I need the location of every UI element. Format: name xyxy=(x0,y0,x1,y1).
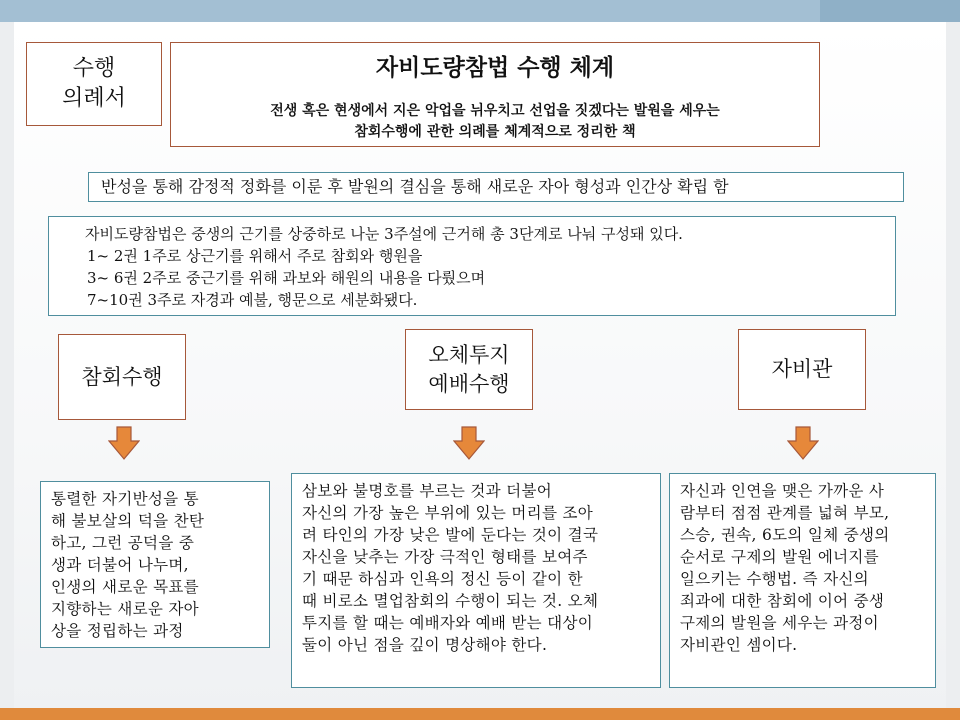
label-box xyxy=(26,42,162,126)
structure-item: 7~10권 3주로 자경과 예불, 행문으로 세분화됐다. xyxy=(87,291,418,309)
title-description xyxy=(171,101,819,143)
body-line: 일으키는 수행법. 즉 자신의 xyxy=(680,570,869,588)
title-desc-line: 전생 혹은 현생에서 지은 악업을 뉘우치고 선업을 짓겠다는 발원을 세우는 xyxy=(270,103,720,119)
structure-item: 1~ 2권 1주로 상근기를 위해서 주로 참회와 행원을 xyxy=(87,247,423,265)
practice-head-line: 오체투지 xyxy=(428,342,510,367)
body-line: 죄과에 대한 참회에 이어 중생 xyxy=(680,592,885,610)
body-line: 자신과 인연을 맺은 가까운 사 xyxy=(680,482,885,500)
practice-head-line: 예배수행 xyxy=(428,371,510,396)
top-accent-bar xyxy=(0,0,960,22)
body-line: 인생의 새로운 목표를 xyxy=(51,578,199,596)
practice-body-repentance xyxy=(40,481,270,648)
body-line: 자신을 낮추는 가장 극적인 형태를 보여주 xyxy=(302,548,588,566)
practice-body-compassion xyxy=(669,473,936,688)
body-line: 통렬한 자기반성을 통 xyxy=(51,490,199,508)
body-line: 스승, 권속, 6도의 일체 중생의 xyxy=(680,526,890,544)
down-arrow-icon xyxy=(453,426,485,460)
practice-head-repentance xyxy=(58,334,186,420)
label-line: 수행 xyxy=(72,56,116,81)
body-line: 구제의 발원을 세우는 과정이 xyxy=(680,614,879,632)
body-line: 때 비로소 멸업참회의 수행이 되는 것. 오체 xyxy=(302,592,599,610)
title-desc-line: 참회수행에 관한 의례를 체계적으로 정리한 책 xyxy=(354,124,636,140)
top-accent-block xyxy=(820,0,960,22)
body-line: 자신의 가장 높은 부위에 있는 머리를 조아 xyxy=(302,504,594,522)
structure-intro: 자비도량참법은 중생의 근기를 상중하로 나눈 3주설에 근거해 총 3단계로 나눠 구성돼 있다. xyxy=(85,225,683,243)
body-line: 람부터 점점 관계를 넓혀 부모, xyxy=(680,504,890,522)
body-line: 기 때문 하심과 인욕의 정신 등이 같이 한 xyxy=(302,570,583,588)
practice-head-compassion xyxy=(738,329,866,410)
structure-item: 3~ 6권 2주로 중근기를 위해 과보와 해원의 내용을 다뤘으며 xyxy=(87,269,486,287)
practice-head-line: 자비관 xyxy=(771,357,833,381)
title-box xyxy=(170,42,820,147)
body-line: 려 타인의 가장 낮은 발에 둔다는 것이 결국 xyxy=(302,526,599,544)
practice-head-line: 참회수행 xyxy=(81,364,163,389)
summary-box xyxy=(88,172,904,202)
body-line: 하고, 그런 공덕을 중 xyxy=(51,534,195,552)
body-line: 해 불보살의 덕을 찬탄 xyxy=(51,512,205,530)
practice-body-prostration xyxy=(291,473,661,688)
down-arrow-icon xyxy=(787,426,819,460)
body-line: 순서로 구제의 발원 에너지를 xyxy=(680,548,879,566)
body-line: 둘이 아닌 점을 깊이 명상해야 한다. xyxy=(302,636,548,654)
structure-box xyxy=(48,216,896,316)
body-line: 자비관인 셈이다. xyxy=(680,636,798,654)
body-line: 상을 정립하는 과정 xyxy=(51,622,184,640)
page-title: 자비도량참법 수행 체계 xyxy=(375,54,615,81)
body-line: 투지를 할 때는 예배자와 예배 받는 대상이 xyxy=(302,614,594,632)
down-arrow-icon xyxy=(108,426,140,460)
body-line: 생과 더불어 나누며, xyxy=(51,556,189,574)
label-line: 의례서 xyxy=(62,86,126,111)
body-line: 지향하는 새로운 자아 xyxy=(51,600,199,618)
practice-head-prostration xyxy=(405,329,533,410)
bottom-accent-bar xyxy=(0,708,960,720)
summary-text: 반성을 통해 감정적 정화를 이룬 후 발원의 결심을 통해 새로운 자아 형성과 인간상 확립 함 xyxy=(101,177,729,196)
body-line: 삼보와 불명호를 부르는 것과 더불어 xyxy=(302,482,553,500)
